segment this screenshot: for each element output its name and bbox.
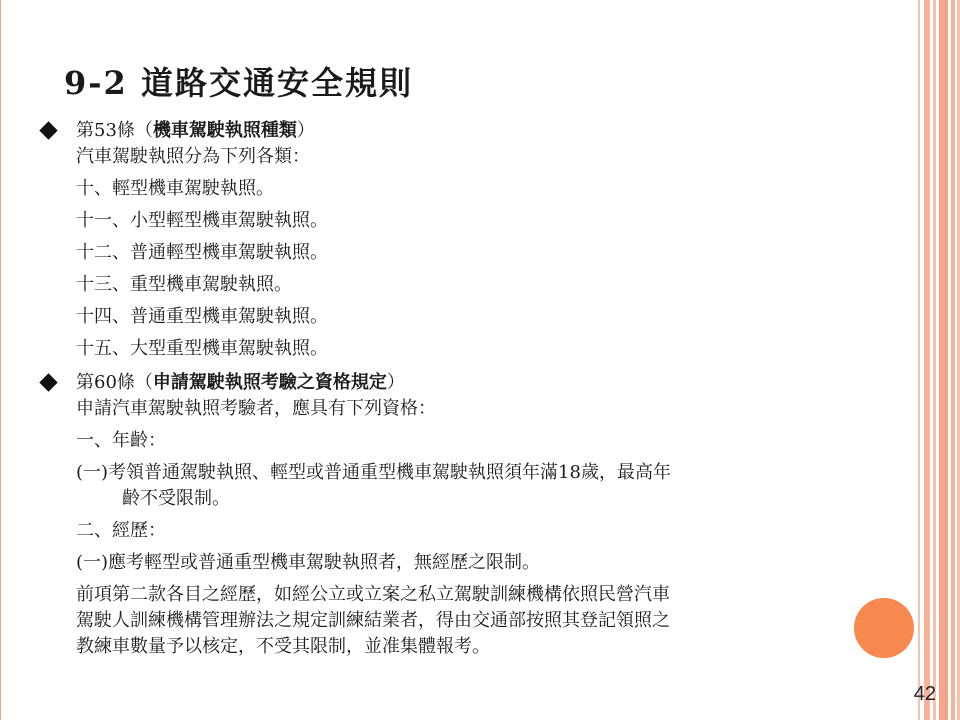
article53-item: 十二、普通輕型機車駕駛執照。	[76, 242, 328, 263]
article60-heading	[76, 372, 405, 394]
article53-item: 十、輕型機車駕駛執照。	[76, 178, 274, 199]
article53-heading	[76, 120, 315, 142]
article60-topic: 申請駕駛執照考驗之資格規定	[152, 372, 387, 393]
decor-stripe	[918, 0, 920, 720]
article53-item: 十四、普通重型機車駕駛執照。	[76, 306, 328, 327]
article60-close: ）	[386, 372, 405, 393]
article53-close: ）	[296, 120, 315, 141]
article53-number: 第53條（	[76, 120, 153, 141]
article53-item: 十一、小型輕型機車駕駛執照。	[76, 210, 328, 231]
decor-stripe	[951, 0, 955, 720]
note-line: 駕駛人訓練機構管理辦法之規定訓練結業者，得由交通部按照其登記領照之	[76, 610, 670, 631]
article53-item: 十五、大型重型機車駕駛執照。	[76, 338, 328, 359]
decor-stripe	[924, 0, 930, 720]
age-item-continuation: 齡不受限制。	[122, 488, 230, 509]
article53-intro: 汽車駕駛執照分為下列各類：	[76, 146, 310, 167]
page-number: 42	[913, 683, 936, 705]
experience-item: (一)應考輕型或普通重型機車駕駛執照者，無經歷之限制。	[76, 552, 541, 573]
decor-stripe	[939, 0, 948, 720]
article53-item: 十三、重型機車駕駛執照。	[76, 274, 292, 295]
experience-heading: 二、經歷：	[76, 520, 166, 541]
decor-circle	[854, 598, 914, 658]
age-item: (一)考領普通駕駛執照、輕型或普通重型機車駕駛執照須年滿18歲，最高年	[76, 462, 671, 483]
note-line: 前項第二款各目之經歷，如經公立或立案之私立駕駛訓練機構依照民營汽車	[76, 584, 670, 605]
age-heading: 一、年齡：	[76, 430, 166, 451]
article60-intro: 申請汽車駕駛執照考驗者，應具有下列資格：	[76, 398, 436, 419]
slide-title: 9-2 道路交通安全規則	[64, 64, 413, 102]
article53-topic: 機車駕駛執照種類	[152, 120, 297, 141]
decor-stripe	[933, 0, 936, 720]
note-line: 教練車數量予以核定，不受其限制，並准集體報考。	[76, 636, 490, 657]
article60-number: 第60條（	[76, 372, 153, 393]
